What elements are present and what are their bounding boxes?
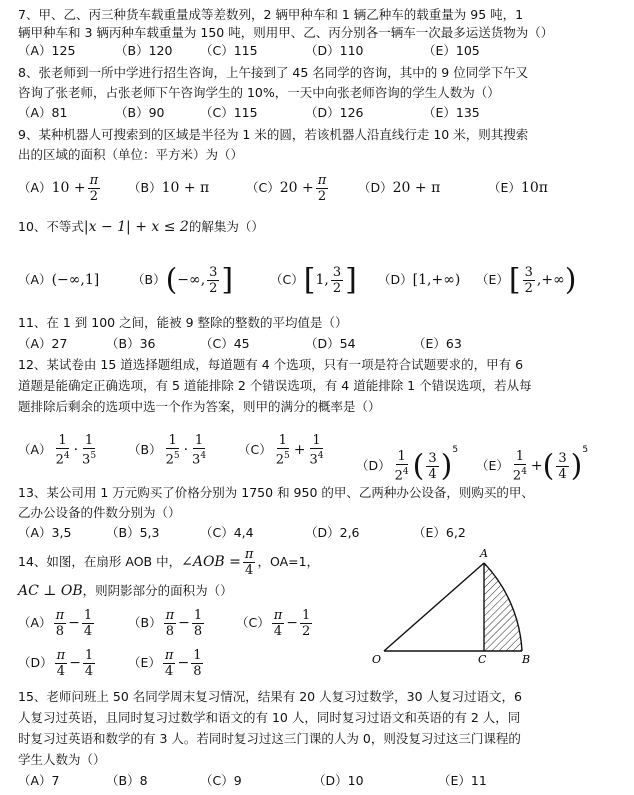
q14-e-frac-1-den: 4 [165, 664, 174, 679]
q10-option-b-label: （B） [132, 272, 166, 287]
q14-b-frac-2-den: 8 [193, 624, 203, 639]
q14-angle-fraction [243, 547, 256, 578]
q12-option-e[interactable]: （E） $\frac{1}{2^4}$ +( $\frac{3}{4}$ )$^5$ [476, 445, 589, 484]
q14-option-b-label: （B） [128, 615, 162, 630]
q9-option-d-label: （D） [358, 180, 393, 195]
q12-a-frac-1-exp: 4 [63, 451, 70, 462]
q10-option-c-open: [ [303, 262, 316, 298]
q12-option-b-label: （B） [128, 442, 162, 457]
q12-option-c-label: （C） [238, 442, 272, 457]
q10-option-d-label: （D） [378, 272, 413, 287]
q14-option-a-label: （A） [18, 615, 52, 630]
q12-a-frac-2 [80, 433, 98, 467]
q10-inequality: |x − 1| + x ≤ 2 [83, 219, 189, 235]
q13-option-e[interactable]: （E）6,2 [413, 525, 466, 540]
q12-b-frac-2-exp: 4 [200, 451, 207, 462]
q13-option-b[interactable]: （B）5,3 [106, 525, 160, 540]
q10-stem [18, 218, 264, 236]
q13-stem-line-2: 乙办公设备的件数分别为（） [18, 505, 181, 520]
q12-d-frac-2-num: 3 [428, 451, 437, 466]
q10-option-c-fraction [331, 265, 343, 296]
q12-b-frac-1-exp: 5 [173, 451, 180, 462]
q14-option-c-label: （C） [236, 615, 270, 630]
q12-stem-line-2: 道题是能确定正确选项，有 5 道能排除 2 个错误选项，有 4 道能排除 1 个错误选项，若从每 [18, 378, 532, 393]
q7-option-a[interactable]: （A）125 [18, 43, 76, 58]
q9-option-b-label: （B） [128, 180, 162, 195]
q14-angle: ∠AOB = [181, 554, 241, 570]
q10-option-d-expr: [1,+∞) [412, 272, 461, 288]
q14-d-minus: − [69, 655, 81, 671]
q10-option-b-open: ( [165, 262, 178, 298]
q15-stem-line-4: 学生人数为（） [18, 752, 106, 767]
q8-options [18, 104, 618, 122]
q10-option-b-close: ] [221, 262, 234, 298]
q15-stem-line-1: 15、老师问班上 50 名同学周末复习情况，结果有 20 人复习过数学，30 人复习过语文，6 [18, 689, 522, 704]
q12-e-plus: + [530, 458, 543, 474]
q13-option-a[interactable]: （A）3,5 [18, 525, 72, 540]
q12-d-frac-1-base: 2 [394, 468, 403, 484]
q14-d-frac-2-num: 1 [84, 648, 94, 663]
q14-e-frac-2-den: 8 [193, 664, 202, 679]
q10-option-e-den: 2 [524, 281, 533, 296]
q14-d-frac-1-num: π [56, 648, 66, 663]
q14-angle-num: π [244, 547, 254, 562]
q14-c-frac-2-den: 2 [302, 624, 311, 639]
q10-option-a-expr: (−∞,1] [51, 272, 100, 288]
label-a: A [480, 547, 488, 560]
q15-option-e[interactable]: （E）11 [438, 773, 487, 788]
q14-d-frac-1-den: 4 [56, 664, 66, 679]
q11-option-a[interactable]: （A）27 [18, 336, 68, 351]
q10-option-b-inf: −∞, [177, 272, 206, 288]
q14-option-d[interactable] [18, 646, 97, 680]
q14-option-b[interactable] [128, 606, 206, 640]
q14-e-frac-2 [191, 648, 203, 679]
q10-option-d[interactable] [378, 262, 460, 298]
q8-option-b[interactable]: （B）90 [115, 105, 165, 120]
q14-a-frac-2-den: 4 [83, 624, 93, 639]
q12-d-frac-2 [426, 451, 438, 482]
q14-b-minus: − [178, 615, 190, 631]
q12-d-frac-1-num: 1 [397, 449, 406, 465]
q12-a-dot: · [73, 442, 79, 458]
q10-option-b-den: 2 [209, 281, 218, 296]
label-o: O [372, 653, 382, 666]
q14-b-frac-2 [192, 608, 204, 639]
q10-option-e-tail: ,+∞ [536, 272, 565, 288]
q12-option-a[interactable] [18, 432, 100, 468]
q14-b-frac-1 [164, 608, 177, 639]
q14-b-frac-1-num: π [165, 608, 175, 623]
q14-d-frac-1 [55, 648, 68, 679]
q7-stem-line-2: 辆甲种车和 3 辆丙种车载重量为 150 吨，则用甲、乙、丙分别各一辆车一次最多运送货物为（） [18, 25, 554, 40]
q11-option-c[interactable]: （C）45 [200, 336, 250, 351]
q12-c-frac-2-exp: 4 [317, 451, 324, 462]
q8-stem-line-1: 8、张老师到一所中学进行招生咨询，上午接到了 45 名同学的咨询，其中的 9 位同学下午又 [18, 65, 529, 80]
q12-b-frac-2 [190, 433, 208, 467]
q15-option-b[interactable]: （B）8 [106, 773, 148, 788]
q7-option-d[interactable]: （D）110 [305, 43, 364, 58]
q12-c-frac-1 [274, 433, 292, 467]
q12-c-frac-2-num: 1 [312, 433, 321, 449]
q14-a-frac-1-den: 8 [55, 624, 64, 639]
q12-a-frac-2-base: 3 [82, 452, 91, 468]
q8-stem-line-2: 咨询了张老师，占张老师下午咨询学生的 10%，一天中向张老师咨询的学生人数为（） [18, 85, 500, 100]
q10-option-b-num: 3 [209, 265, 218, 280]
q9-option-c-whole: 20 + [279, 180, 314, 196]
q12-b-frac-1-num: 1 [168, 433, 177, 449]
q14-option-e[interactable] [128, 646, 205, 680]
q10-option-e-close: ) [564, 262, 577, 298]
q10-stem-suffix: 的解集为（） [188, 219, 264, 234]
q10-option-e-label: （E） [476, 272, 509, 287]
sector-figure [364, 545, 544, 670]
q12-c-frac-1-exp: 5 [284, 451, 290, 462]
q12-a-frac-1 [54, 433, 72, 467]
q13-option-c[interactable]: （C）4,4 [200, 525, 254, 540]
q12-c-frac-2 [307, 433, 325, 467]
q14-c-frac-2-num: 1 [302, 608, 311, 623]
q12-e-frac-2 [556, 451, 568, 482]
q14-perpendicular: AC ⊥ OB [18, 583, 83, 599]
q12-b-frac-1-base: 2 [165, 452, 174, 468]
q14-c-frac-1-den: 4 [273, 624, 283, 639]
q14-b-frac-2-num: 1 [193, 608, 203, 623]
q15-options [18, 772, 618, 790]
q9-option-a-fraction [88, 173, 101, 204]
q12-d-frac-2-den: 4 [428, 467, 437, 482]
q14-c-frac-1-num: π [273, 608, 283, 623]
q12-e-frac-1-num: 1 [515, 449, 525, 465]
q14-d-frac-2 [83, 648, 95, 679]
q12-b-frac-1 [164, 433, 182, 467]
q10-option-c-close: ] [345, 262, 357, 298]
q12-option-b[interactable] [128, 432, 210, 468]
q12-e-frac-1 [511, 449, 529, 483]
q9-option-b-expr: 10 + π [161, 180, 210, 196]
q14-a-frac-1 [54, 608, 67, 639]
q14-c-minus: − [286, 615, 299, 631]
q14-a-frac-2 [82, 608, 94, 639]
q10-option-e-open: [ [508, 262, 521, 298]
q14-c-frac-2 [300, 608, 312, 639]
q10-option-c-num: 3 [332, 265, 342, 280]
q10-option-e-num: 3 [524, 265, 533, 280]
q11-options [18, 335, 618, 353]
q14-d-frac-2-den: 4 [84, 664, 94, 679]
q14-a-minus: − [68, 615, 80, 631]
q14-e-frac-1-num: π [164, 648, 174, 663]
q10-option-c-lead: 1, [315, 272, 329, 288]
q9-option-c-label: （C） [246, 180, 280, 195]
q12-e-power: 5 [582, 445, 589, 455]
q7-option-b[interactable]: （B）120 [115, 43, 173, 58]
q14-e-frac-1 [163, 648, 176, 679]
q14-stem-oa: ，OA=1， [257, 554, 320, 569]
q10-option-c[interactable] [270, 262, 357, 299]
q14-option-e-label: （E） [128, 655, 161, 670]
q9-option-e[interactable] [488, 172, 548, 204]
q10-options [18, 258, 618, 302]
q14-a-frac-2-num: 1 [83, 608, 93, 623]
q14-e-minus: − [177, 655, 190, 671]
q14-option-c[interactable] [236, 606, 314, 640]
q7-stem-line-1: 7、甲、乙、丙三种货车载重量成等差数列，2 辆甲种车和 1 辆乙种车的载重量为 95 吨，1 [18, 7, 524, 22]
q12-d-frac-1-exp: 4 [402, 467, 409, 478]
q15-option-a[interactable]: （A）7 [18, 773, 60, 788]
q12-stem-line-1: 12、某试卷由 15 道选择题组成，每道题有 4 个选项，只有一项是符合试题要求的，甲有 6 [18, 357, 524, 372]
q10-option-a[interactable] [18, 262, 99, 298]
q12-c-frac-1-base: 2 [275, 452, 285, 468]
q10-option-c-den: 2 [332, 281, 342, 296]
q12-option-d[interactable]: （D） $\frac{1}{2^4}$ ( $\frac{3}{4}$ )$^5$ [356, 445, 459, 484]
q11-option-b[interactable]: （B）36 [106, 336, 156, 351]
q9-option-e-label: （E） [488, 180, 521, 195]
q9-option-a-num: π [89, 173, 99, 188]
q12-options [18, 428, 618, 484]
q9-option-a-label: （A） [18, 180, 52, 195]
q14-angle-den: 4 [245, 563, 254, 578]
q12-e-frac-1-base: 2 [512, 468, 522, 484]
q12-a-frac-1-num: 1 [58, 433, 67, 449]
q7-option-e[interactable]: （E）105 [423, 43, 480, 58]
q14-stem-line-2 [18, 582, 233, 600]
label-b: B [522, 653, 531, 666]
q9-option-c-num: π [317, 173, 327, 188]
q12-d-power: 5 [452, 445, 459, 455]
q10-option-b-fraction [207, 265, 219, 296]
q12-c-frac-1-num: 1 [278, 433, 287, 449]
q12-a-frac-2-exp: 5 [90, 451, 97, 462]
q12-e-frac-2-den: 4 [558, 467, 567, 482]
q14-a-frac-1-num: π [55, 608, 65, 623]
q12-a-frac-1-base: 2 [55, 452, 64, 468]
q12-b-dot: · [183, 442, 189, 458]
q11-option-d[interactable]: （D）54 [305, 336, 356, 351]
q14-option-a[interactable] [18, 606, 96, 640]
q12-c-frac-2-base: 3 [309, 452, 318, 468]
q9-option-c-den: 2 [317, 189, 327, 204]
q13-options [18, 524, 618, 542]
q15-stem-line-3: 时复习过英语和数学的有 3 人。若同时复习过这三门课的人为 0，则没复习过这三门课程的 [18, 731, 521, 746]
q9-option-c[interactable] [246, 172, 330, 204]
q14-stem-suffix: ，则阴影部分的面积为（） [82, 583, 233, 598]
q9-option-b[interactable] [128, 172, 209, 204]
shaded-region [484, 563, 522, 651]
q10-option-e-fraction [523, 265, 535, 296]
q14-e-frac-2-num: 1 [193, 648, 202, 663]
q12-option-d-label: （D） [356, 458, 391, 473]
q12-c-plus: + [293, 442, 306, 458]
q12-e-frac-1-exp: 4 [521, 467, 527, 478]
q13-option-d[interactable]: （D）2,6 [305, 525, 360, 540]
q14-stem-prefix: 14、如图，在扇形 AOB 中， [18, 554, 182, 569]
q9-option-a-den: 2 [89, 189, 98, 204]
q14-c-frac-1 [272, 608, 285, 639]
q12-b-frac-2-num: 1 [194, 433, 204, 449]
q10-stem-prefix: 10、不等式 [18, 219, 84, 234]
q12-e-frac-2-num: 3 [558, 451, 567, 466]
q14-b-frac-1-den: 8 [165, 624, 174, 639]
q12-option-a-label: （A） [18, 442, 52, 457]
q10-option-b[interactable] [132, 262, 233, 299]
q15-stem-line-2: 人复习过英语，且同时复习过数学和语文的有 10 人，同时复习过语文和英语的有 2 人，同 [18, 710, 521, 725]
q9-option-c-fraction [316, 173, 329, 204]
q8-option-d[interactable]: （D）126 [305, 105, 364, 120]
q12-stem-line-3: 题排除后剩余的选项中选一个作为答案，则甲的满分的概率是（） [18, 399, 381, 414]
q13-stem-line-1: 13、某公司用 1 万元购买了价格分别为 1750 和 950 的甲、乙两种办公设备，则购买的甲、 [18, 485, 534, 500]
q9-stem-line-2: 出的区域的面积（单位：平方米）为（） [18, 147, 244, 162]
q9-option-d-expr: 20 + π [392, 180, 441, 196]
q12-b-frac-2-base: 3 [192, 452, 201, 468]
q8-option-c[interactable]: （C）115 [200, 105, 258, 120]
q12-option-e-label: （E） [476, 458, 509, 473]
q8-option-e[interactable]: （E）135 [423, 105, 480, 120]
q14-option-d-label: （D） [18, 655, 53, 670]
q14-stem-line-1 [18, 546, 319, 578]
q12-a-frac-2-num: 1 [84, 433, 94, 449]
q11-stem: 11、在 1 到 100 之间，能被 9 整除的整数的平均值是（） [18, 315, 348, 330]
q9-option-a[interactable] [18, 172, 102, 204]
segment-oa [384, 563, 484, 651]
q9-option-e-expr: 10π [520, 180, 548, 196]
q10-option-c-label: （C） [270, 272, 304, 287]
label-c: C [478, 653, 487, 666]
q11-option-e[interactable]: （E）63 [413, 336, 462, 351]
q15-option-c[interactable]: （C）9 [200, 773, 242, 788]
q9-stem-line-1: 9、某种机器人可搜索到的区域是半径为 1 米的圆，若该机器人沿直线行走 10 米，则其搜索 [18, 127, 529, 142]
q8-option-a[interactable]: （A）81 [18, 105, 68, 120]
q10-option-e[interactable] [476, 262, 576, 299]
q15-option-d[interactable]: （D）10 [313, 773, 364, 788]
q9-option-a-whole: 10 + [51, 180, 86, 196]
q12-option-c[interactable] [238, 432, 328, 468]
q10-option-a-label: （A） [18, 272, 52, 287]
q12-d-frac-1 [393, 449, 411, 483]
q9-option-d[interactable] [358, 172, 440, 204]
q7-options [18, 42, 618, 60]
q7-option-c[interactable]: （C）115 [200, 43, 258, 58]
q9-options [18, 170, 618, 208]
